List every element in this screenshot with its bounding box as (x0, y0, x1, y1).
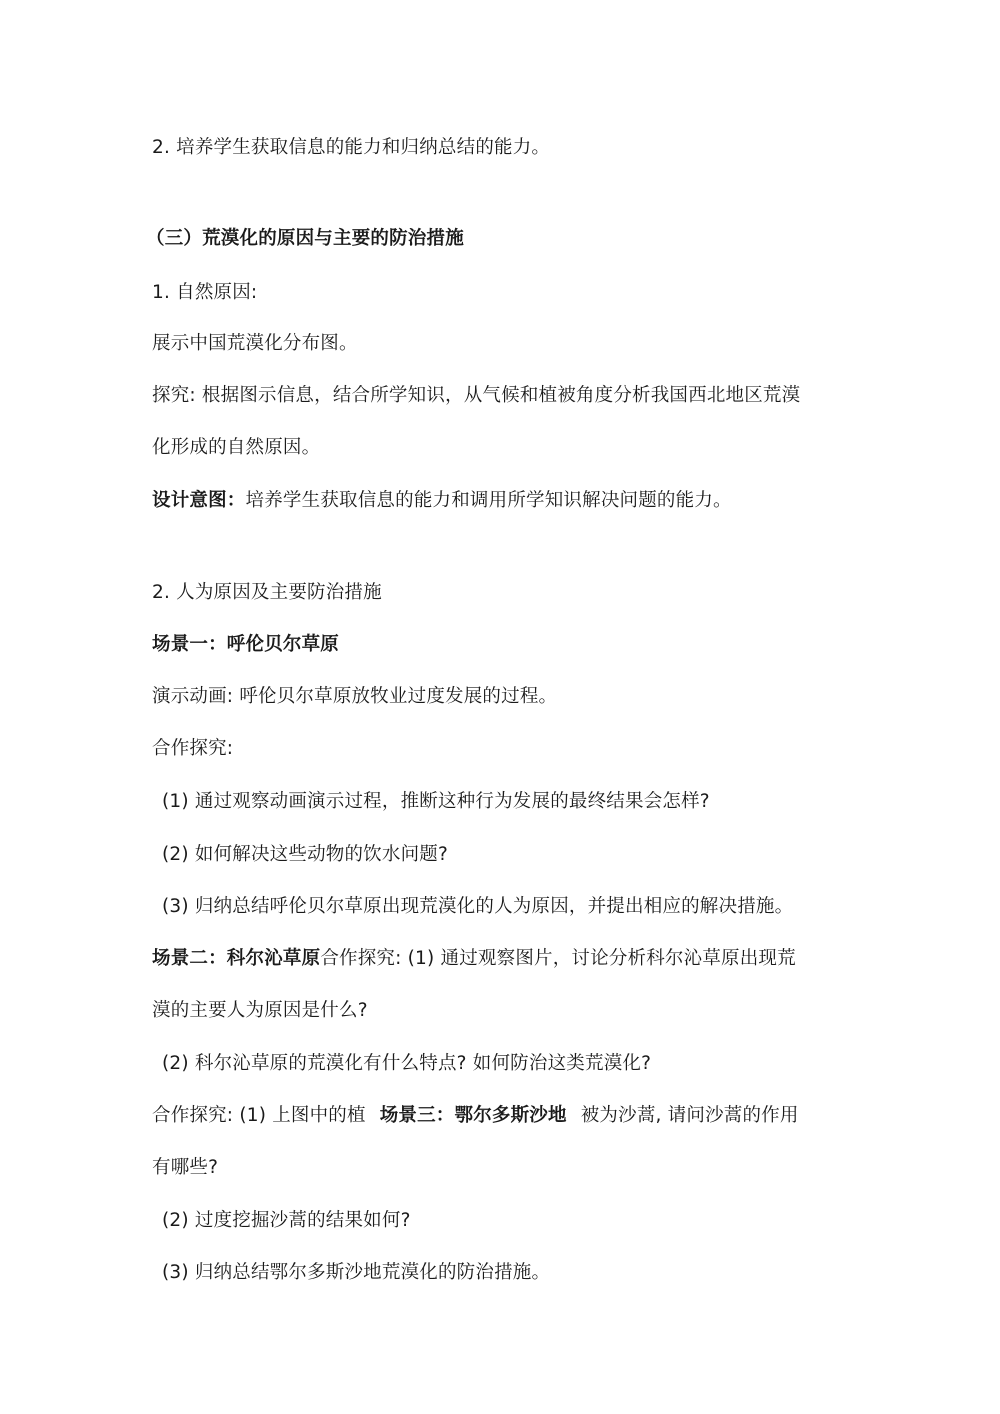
scene-2-question-2: (2) 科尔沁草原的荒漠化有什么特点? 如何防治这类荒漠化? (162, 1053, 652, 1074)
design-intent (152, 488, 732, 514)
design-intent-text: 培养学生获取信息的能力和调用所学知识解决问题的能力。 (245, 490, 732, 511)
scene-3-prefix: 合作探究: (1) 上图中的植 (152, 1105, 366, 1126)
show-map-text: 展示中国荒漠化分布图。 (152, 333, 358, 354)
natural-causes-heading: 1. 自然原因: (152, 282, 258, 303)
scene-3-question-3: (3) 归纳总结鄂尔多斯沙地荒漠化的防治措施。 (162, 1262, 551, 1283)
scene-2-question-1-part-2: 漠的主要人为原因是什么? (152, 1000, 368, 1021)
section-3-heading: （三）荒漠化的原因与主要的防治措施 (146, 228, 464, 249)
scene-3-question-1-part-2: 有哪些? (152, 1157, 219, 1178)
scene-2-line-1 (152, 946, 796, 972)
scene-1-question-2: (2) 如何解决这些动物的饮水问题? (162, 844, 449, 865)
scene-3-line-1 (152, 1103, 799, 1129)
scene-3-question-2: (2) 过度挖掘沙蒿的结果如何? (162, 1210, 411, 1231)
design-intent-label: 设计意图： (152, 490, 246, 511)
human-causes-heading: 2. 人为原因及主要防治措施 (152, 582, 382, 603)
scene-1-question-1: (1) 通过观察动画演示过程，推断这种行为发展的最终结果会怎样? (162, 791, 710, 812)
goal-2-text: 2. 培养学生获取信息的能力和归纳总结的能力。 (152, 137, 551, 158)
scene-3-suffix: 被为沙蒿, 请问沙蒿的作用 (580, 1105, 799, 1126)
scene-1-question-3: (3) 归纳总结呼伦贝尔草原出现荒漠化的人为原因，并提出相应的解决措施。 (162, 896, 794, 917)
scene-3-label: 场景三：鄂尔多斯沙地 (379, 1105, 567, 1126)
scene-1-demo-text: 演示动画: 呼伦贝尔草原放牧业过度发展的过程。 (152, 686, 558, 707)
scene-1-heading: 场景一：呼伦贝尔草原 (152, 634, 340, 655)
scene-1-cooperative-inquiry: 合作探究: (152, 738, 234, 759)
scene-2-label: 场景二：科尔沁草原 (152, 948, 321, 969)
inquiry-text-line-1: 探究: 根据图示信息，结合所学知识，从气候和植被角度分析我国西北地区荒漠 (152, 385, 801, 406)
scene-2-question-1-part-1: 合作探究: (1) 通过观察图片，讨论分析科尔沁草原出现荒 (320, 948, 796, 969)
inquiry-text-line-2: 化形成的自然原因。 (152, 437, 321, 458)
